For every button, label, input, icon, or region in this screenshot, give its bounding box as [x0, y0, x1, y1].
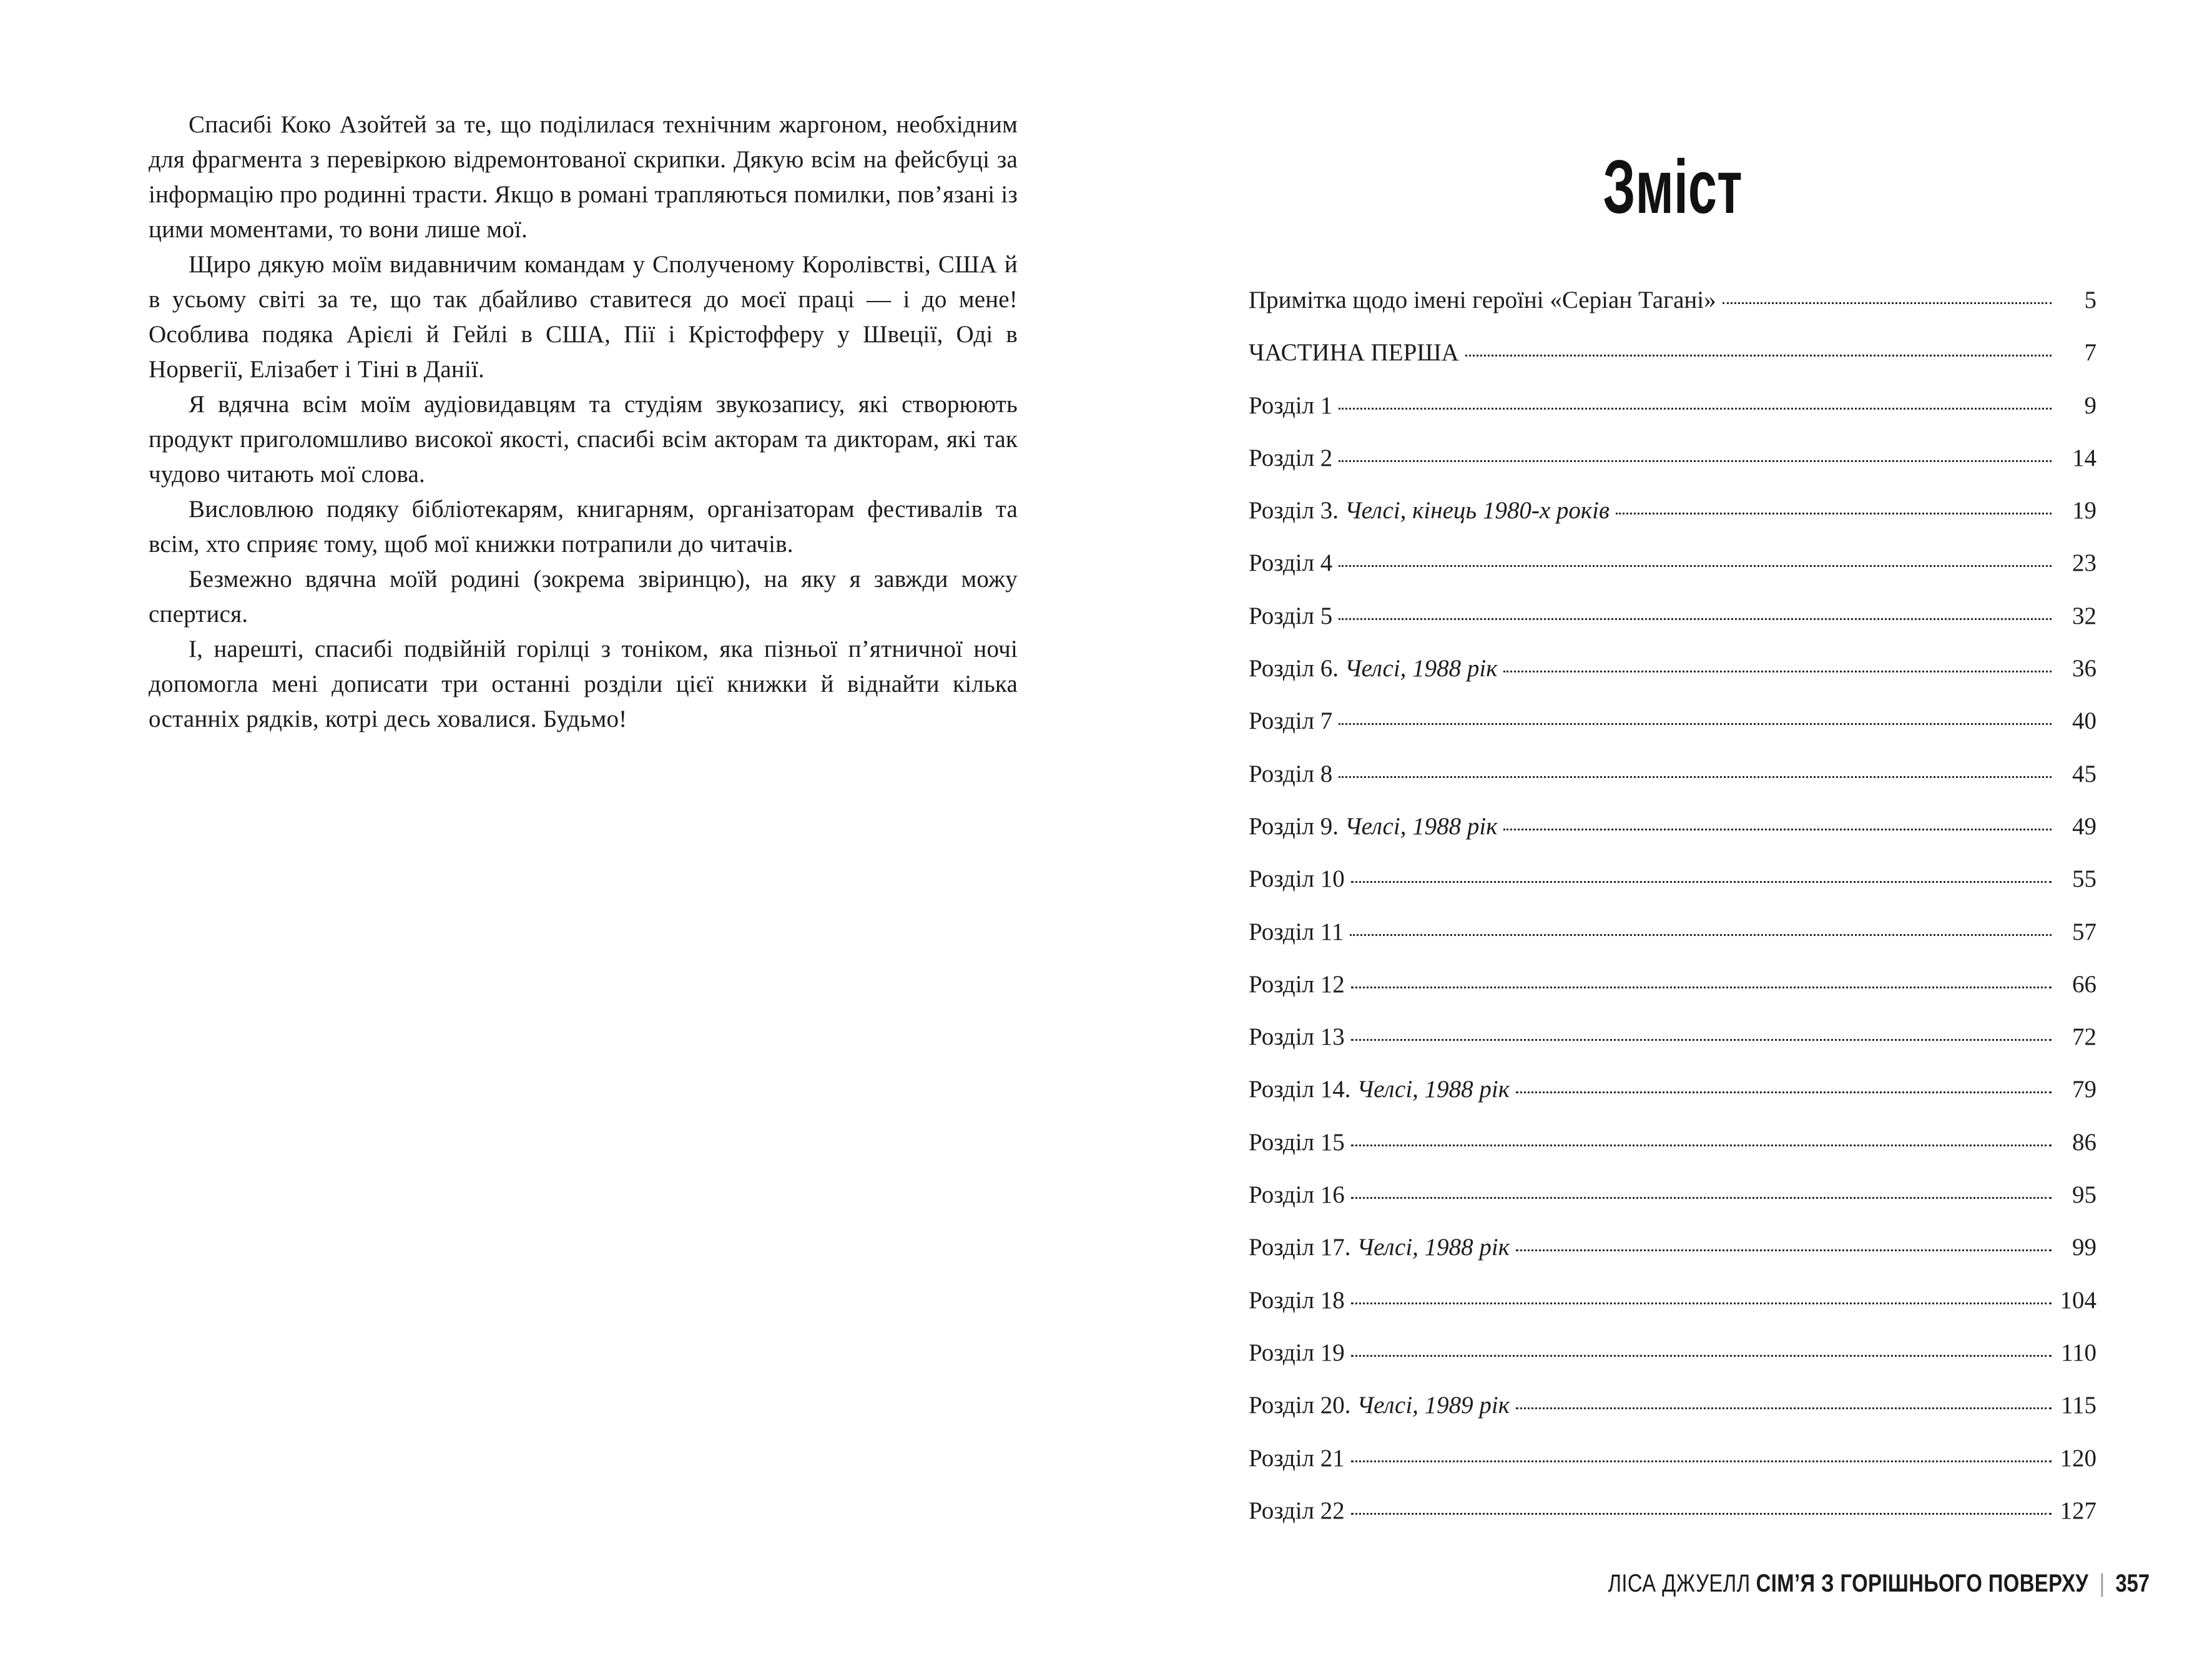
dot-leader: [1465, 355, 2052, 357]
toc-entry-label: Розділ 8: [1249, 760, 1333, 787]
toc-entry: [1249, 865, 2096, 917]
toc-entry-label: Розділ 10: [1249, 865, 1345, 893]
toc-entry-label: Розділ 17.: [1249, 1234, 1351, 1261]
toc-entry-page: 110: [2060, 1339, 2096, 1366]
toc-entry-label: Розділ 12: [1249, 970, 1345, 998]
toc-entry: [1249, 1181, 2096, 1233]
toc-entry: [1249, 391, 2096, 444]
toc-entry: [1249, 1075, 2096, 1128]
paragraph: Безмежно вдячна моїй родині (зокрема звіринцю), на яку я завжди можу спертися.: [149, 566, 1018, 628]
toc-entry-label: Розділ 15: [1249, 1128, 1345, 1156]
toc-entry: [1249, 1444, 2096, 1497]
dot-leader: [1339, 460, 2052, 462]
toc-entry-subtitle: Челсі, 1989 рік: [1350, 1392, 1510, 1419]
dot-leader: [1516, 1091, 2052, 1093]
toc-entry-label: Розділ 11: [1249, 918, 1344, 945]
paragraph: Спасибі Коко Азойтей за те, що поділилася технічним жаргоном, необхідним для фрагмента з перевіркою відремонтованої скрипки. Дякую всім на фейсбуці за інформацію про родинні трасти. Якщо в романі трапляються помилки, пов’язані із цими моментами, то вони лише мої.: [149, 111, 1018, 243]
toc-entry-label: Розділ 20.: [1249, 1392, 1351, 1419]
acknowledgments-text: [149, 107, 1018, 737]
dot-leader: [1351, 1039, 2052, 1041]
toc-entry-label: Розділ 19: [1249, 1339, 1345, 1366]
dot-leader: [1350, 934, 2052, 936]
toc-entry: [1249, 1023, 2096, 1075]
dot-leader: [1351, 1460, 2052, 1462]
toc-entry-label: Розділ 5: [1249, 602, 1333, 629]
toc-entry-label: Розділ 21: [1249, 1444, 1345, 1472]
page-footer: [1608, 1568, 2150, 1598]
toc-entry-subtitle: Челсі, 1988 рік: [1350, 1234, 1510, 1261]
toc-entry-page: 9: [2084, 391, 2096, 419]
toc-entry: [1249, 812, 2096, 865]
toc-entry-label: Розділ 18: [1249, 1286, 1345, 1314]
footer-book-title: СІМ’Я З ГОРІШНЬОГО ПОВЕРХУ: [1756, 1570, 2089, 1597]
toc-entry-page: 115: [2060, 1392, 2096, 1419]
toc-entry: [1249, 1286, 2096, 1339]
dot-leader: [1351, 1355, 2052, 1357]
toc-entry-page: 32: [2072, 602, 2096, 629]
toc-entry-page: 40: [2072, 707, 2096, 735]
dot-leader: [1351, 1302, 2052, 1304]
toc-list: [1249, 286, 2096, 1549]
dot-leader: [1351, 1197, 2052, 1199]
toc-entry-page: 120: [2060, 1444, 2096, 1472]
dot-leader: [1339, 565, 2052, 567]
toc-entry-page: 127: [2060, 1497, 2096, 1524]
dot-leader: [1339, 618, 2052, 620]
toc-entry: [1249, 1339, 2096, 1391]
toc-entry-page: 99: [2072, 1234, 2096, 1261]
dot-leader: [1339, 408, 2052, 410]
toc-entry-page: 23: [2072, 549, 2096, 577]
toc-entry: [1249, 549, 2096, 601]
toc-entry-label: Розділ 3.: [1249, 497, 1339, 524]
toc-entry: [1249, 1391, 2096, 1444]
toc-entry-subtitle: Челсі, 1988 рік: [1339, 655, 1498, 682]
paragraph: Щиро дякую моїм видавничим командам у Сполученому Королівстві, США й в усьому світі за те, що так дбайливо ставитеся до моєї праці — і до мене! Особлива подяка Арієлі й Гейлі в США, Пії і Крістофферу у Швеції, Оді в Норвегії, Елізабет і Тіні в Данії.: [149, 251, 1018, 383]
toc-entry-label: Розділ 6.: [1249, 655, 1339, 682]
toc-entry-page: 49: [2072, 812, 2096, 840]
footer-separator: |: [2099, 1570, 2105, 1597]
toc-entry-label: Розділ 4: [1249, 549, 1333, 577]
toc-title: Зміст: [1603, 144, 1743, 229]
toc-entry-label: Розділ 2: [1249, 444, 1333, 471]
toc-entry: [1249, 760, 2096, 812]
toc-entry-page: 14: [2072, 444, 2096, 471]
toc-entry-label: Розділ 16: [1249, 1181, 1345, 1209]
toc-entry-page: 7: [2084, 339, 2096, 367]
toc-entry-label: Розділ 7: [1249, 707, 1333, 735]
toc-entry: [1249, 338, 2096, 391]
toc-entry-page: 5: [2084, 287, 2096, 313]
paragraph: Висловлюю подяку бібліотекарям, книгарням, організаторам фестивалів та всім, хто сприяє тому, щоб мої книжки потрапили до читачів.: [149, 496, 1018, 558]
toc-entry: [1249, 1128, 2096, 1181]
toc-entry: [1249, 444, 2096, 496]
toc-entry: [1249, 970, 2096, 1023]
footer-page-number: 357: [2115, 1570, 2150, 1597]
toc-entry-subtitle: Челсі, 1988 рік: [1350, 1076, 1510, 1103]
toc-entry: [1249, 707, 2096, 759]
toc-entry-page: 104: [2060, 1286, 2096, 1314]
dot-leader: [1351, 881, 2052, 883]
toc-entry-page: 36: [2072, 655, 2096, 682]
toc-entry-label: Розділ 9.: [1249, 812, 1339, 840]
toc-title-wrap: [1249, 144, 2096, 230]
toc-entry-page: 19: [2072, 497, 2096, 524]
toc-entry-label: Розділ 14.: [1249, 1076, 1351, 1103]
toc-entry-page: 55: [2072, 865, 2096, 893]
dot-leader: [1723, 302, 2052, 304]
toc-entry-label: Розділ 22: [1249, 1497, 1345, 1524]
dot-leader: [1351, 1513, 2052, 1515]
toc-entry-page: 66: [2072, 970, 2096, 998]
toc-entry: [1249, 918, 2096, 970]
dot-leader: [1516, 1407, 2052, 1409]
dot-leader: [1516, 1249, 2052, 1251]
toc-entry-label: Розділ 13: [1249, 1023, 1345, 1051]
dot-leader: [1503, 671, 2052, 672]
toc-entry: [1249, 1233, 2096, 1286]
toc-entry-page: 79: [2072, 1076, 2096, 1103]
toc-entry-page: 86: [2072, 1128, 2096, 1156]
toc-entry-subtitle: Челсі, кінець 1980-х років: [1339, 497, 1610, 524]
toc-entry: [1249, 286, 2096, 338]
toc-entry: [1249, 496, 2096, 549]
paragraph: І, нарешті, спасибі подвійній горілці з тоніком, яка пізньої п’ятничної ночі допомогла мені дописати три останні розділи цієї книжки й віднайти кілька останніх рядків, котрі десь ховалися. Будьмо!: [149, 636, 1018, 732]
toc-entry: [1249, 654, 2096, 707]
toc-entry-label: Розділ 1: [1249, 391, 1333, 419]
toc-entry-label: Примітка щодо імені героїні «Серіан Тагані»: [1249, 287, 1716, 313]
dot-leader: [1339, 776, 2052, 778]
toc-entry-page: 95: [2072, 1181, 2096, 1209]
toc-entry-page: 57: [2072, 918, 2096, 945]
dot-leader: [1339, 723, 2052, 725]
toc-entry: [1249, 602, 2096, 654]
toc-entry-page: 72: [2072, 1023, 2096, 1051]
footer-author: ЛІСА ДЖУЕЛЛ: [1608, 1570, 1751, 1597]
toc-entry-subtitle: Челсі, 1988 рік: [1339, 812, 1498, 840]
dot-leader: [1616, 513, 2052, 514]
toc-entry-page: 45: [2072, 760, 2096, 787]
dot-leader: [1503, 829, 2052, 830]
toc-entry-label: ЧАСТИНА ПЕРША: [1249, 339, 1459, 367]
paragraph: Я вдячна всім моїм аудіовидавцям та студіям звукозапису, які створюють продукт приголомшливо високої якості, спасибі всім акторам та дикторам, які так чудово читають мої слова.: [149, 391, 1018, 488]
dot-leader: [1351, 987, 2052, 988]
dot-leader: [1351, 1145, 2052, 1146]
toc-entry: [1249, 1497, 2096, 1549]
